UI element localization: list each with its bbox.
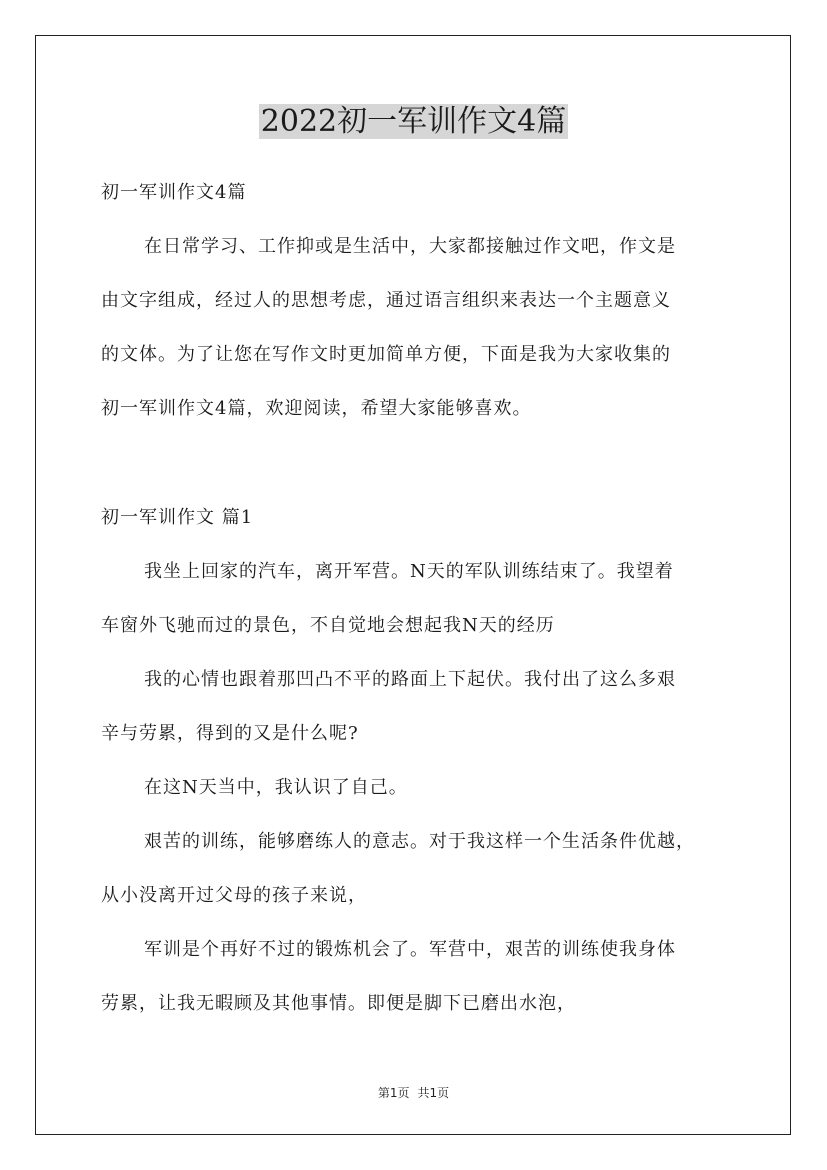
page-number: 第1页	[377, 1086, 410, 1100]
subtitle: 初一军训作文4篇	[101, 182, 247, 203]
document-title	[0, 100, 827, 144]
section-heading: 初一军训作文 篇1	[101, 507, 254, 528]
subtitle-block	[101, 184, 731, 238]
intro-line: 初一军训作文4篇，欢迎阅读，希望大家能够喜欢。	[101, 398, 532, 419]
intro-line: 的文体。为了让您在写作文时更加简单方便，下面是我为大家收集的	[101, 344, 671, 365]
body-line: 从小没离开过父母的孩子来说，	[101, 885, 367, 906]
body-line: 劳累，让我无暇顾及其他事情。即便是脚下已磨出水泡，	[101, 993, 576, 1014]
body-line: 我坐上回家的汽车，离开军营。N天的军队训练结束了。我望着	[144, 561, 674, 582]
page-total: 共1页	[417, 1086, 450, 1100]
intro-line: 由文字组成，经过人的思想考虑，通过语言组织来表达一个主题意义	[101, 290, 671, 311]
intro-paragraph	[101, 238, 731, 454]
section-heading-block	[101, 509, 731, 563]
body-line: 军训是个再好不过的锻炼机会了。军营中，艰苦的训练使我身体	[144, 939, 676, 960]
body-text	[101, 563, 731, 1049]
intro-line: 在日常学习、工作抑或是生活中，大家都接触过作文吧，作文是	[144, 236, 676, 257]
body-line: 我的心情也跟着那凹凸不平的路面上下起伏。我付出了这么多艰	[144, 669, 676, 690]
body-line: 艰苦的训练，能够磨练人的意志。对于我这样一个生活条件优越，	[144, 831, 695, 852]
body-line: 车窗外飞驰而过的景色，不自觉地会想起我N天的经历	[101, 615, 555, 636]
document-title-text: 2022初一军训作文4篇	[260, 104, 567, 139]
page-footer	[0, 1084, 827, 1101]
body-line: 辛与劳累，得到的又是什么呢?	[101, 723, 359, 744]
body-line: 在这N天当中，我认识了自己。	[144, 777, 408, 798]
